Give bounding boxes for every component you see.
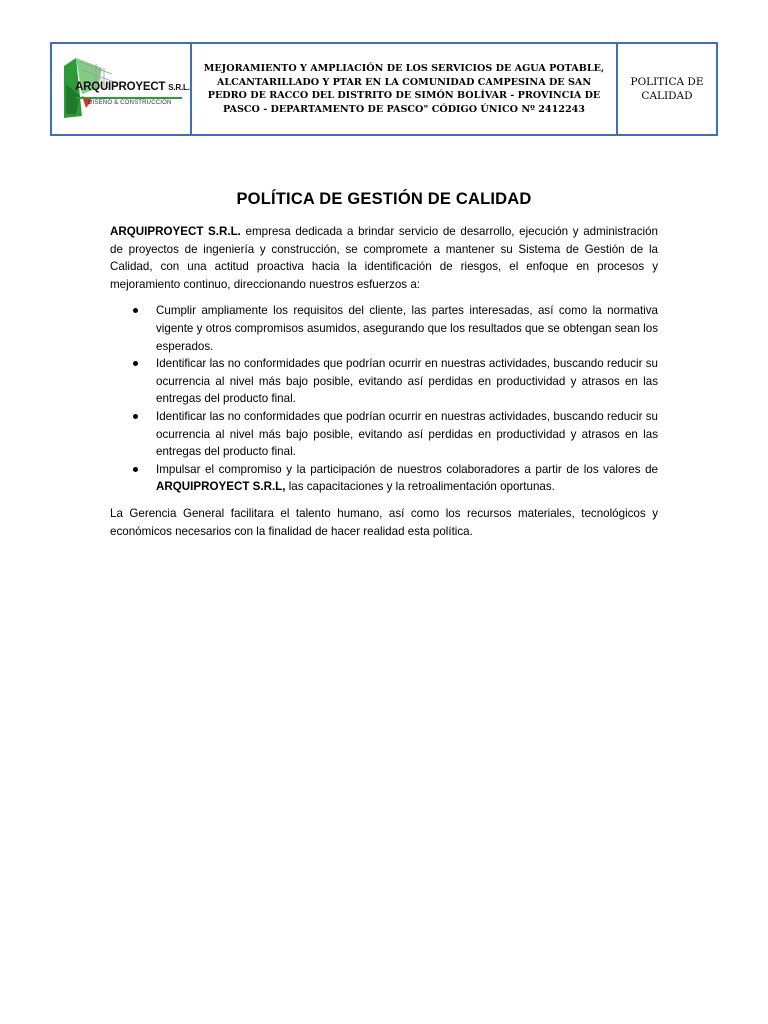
list-item-text-end: las capacitaciones y la retroalimentación oportunas. [285, 480, 555, 494]
logo-name-text: ARQUIPROYECT [75, 81, 166, 93]
logo-underline [76, 97, 182, 99]
list-item: Identificar las no conformidades que podrían ocurrir en nuestras actividades, buscando reducir su ocurrencia al nivel más bajo posible, evitando así perdidas en productividad y atrasos en las entregas del producto final. [156, 408, 658, 461]
company-logo [52, 44, 192, 134]
logo-tagline: DISEÑO & CONSTRUCCIÓN [88, 100, 172, 106]
list-item: Identificar las no conformidades que podrían ocurrir en nuestras actividades, buscando reducir su ocurrencia al nivel más bajo posible, evitando así perdidas en productividad y atrasos en las entregas del producto final. [156, 355, 658, 408]
document-label: POLITICA DE CALIDAD [630, 76, 704, 102]
document-header [50, 42, 718, 136]
list-item: Cumplir ampliamente los requisitos del cliente, las partes interesadas, así como la normativa vigente y otros compromisos asumidos, asegurando que los resultados que se obtengan sean los esperados. [156, 302, 658, 355]
commitments-list [110, 302, 658, 496]
list-item-company: ARQUIPROYECT S.R.L, [156, 480, 286, 494]
project-title: MEJORAMIENTO Y AMPLIACIÓN DE LOS SERVICIOS DE AGUA POTABLE, ALCANTARILLADO Y PTAR EN LA COMUNIDAD CAMPESINA DE SAN PEDRO DE RACCO DEL DISTRITO DE SIMÓN BOLÍVAR - PROVINCIA DE PASCO - DEPARTAMENTO DE PASCO" CÓDIGO ÚNICO Nº 2412243 [192, 44, 618, 134]
document-body [110, 223, 658, 540]
closing-paragraph: La Gerencia General facilitara el talento humano, así como los recursos materiales, tecnológicos y económicos necesarios con la finalidad de hacer realidad esta política. [110, 506, 658, 538]
page-title: POLÍTICA DE GESTIÓN DE CALIDAD [236, 190, 532, 208]
logo-name [75, 81, 190, 93]
intro-paragraph [110, 223, 658, 293]
intro-text: empresa dedicada a brindar servicio de desarrollo, ejecución y administración de proyectos de ingeniería y construcción, se compromete a mantener su Sistema de Gestión de la Calidad, con una actitud proactiva hacia la identificación de riesgos, el enfoque en procesos y mejoramiento continuo, direccionando nuestros esfuerzos a: [110, 225, 658, 291]
list-item [156, 461, 658, 496]
list-item-text: Impulsar el compromiso y la participación de nuestros colaboradores a partir de los valores de [156, 462, 658, 476]
logo-suffix: S.R.L. [168, 83, 190, 92]
intro-company: ARQUIPROYECT S.R.L. [110, 225, 241, 238]
